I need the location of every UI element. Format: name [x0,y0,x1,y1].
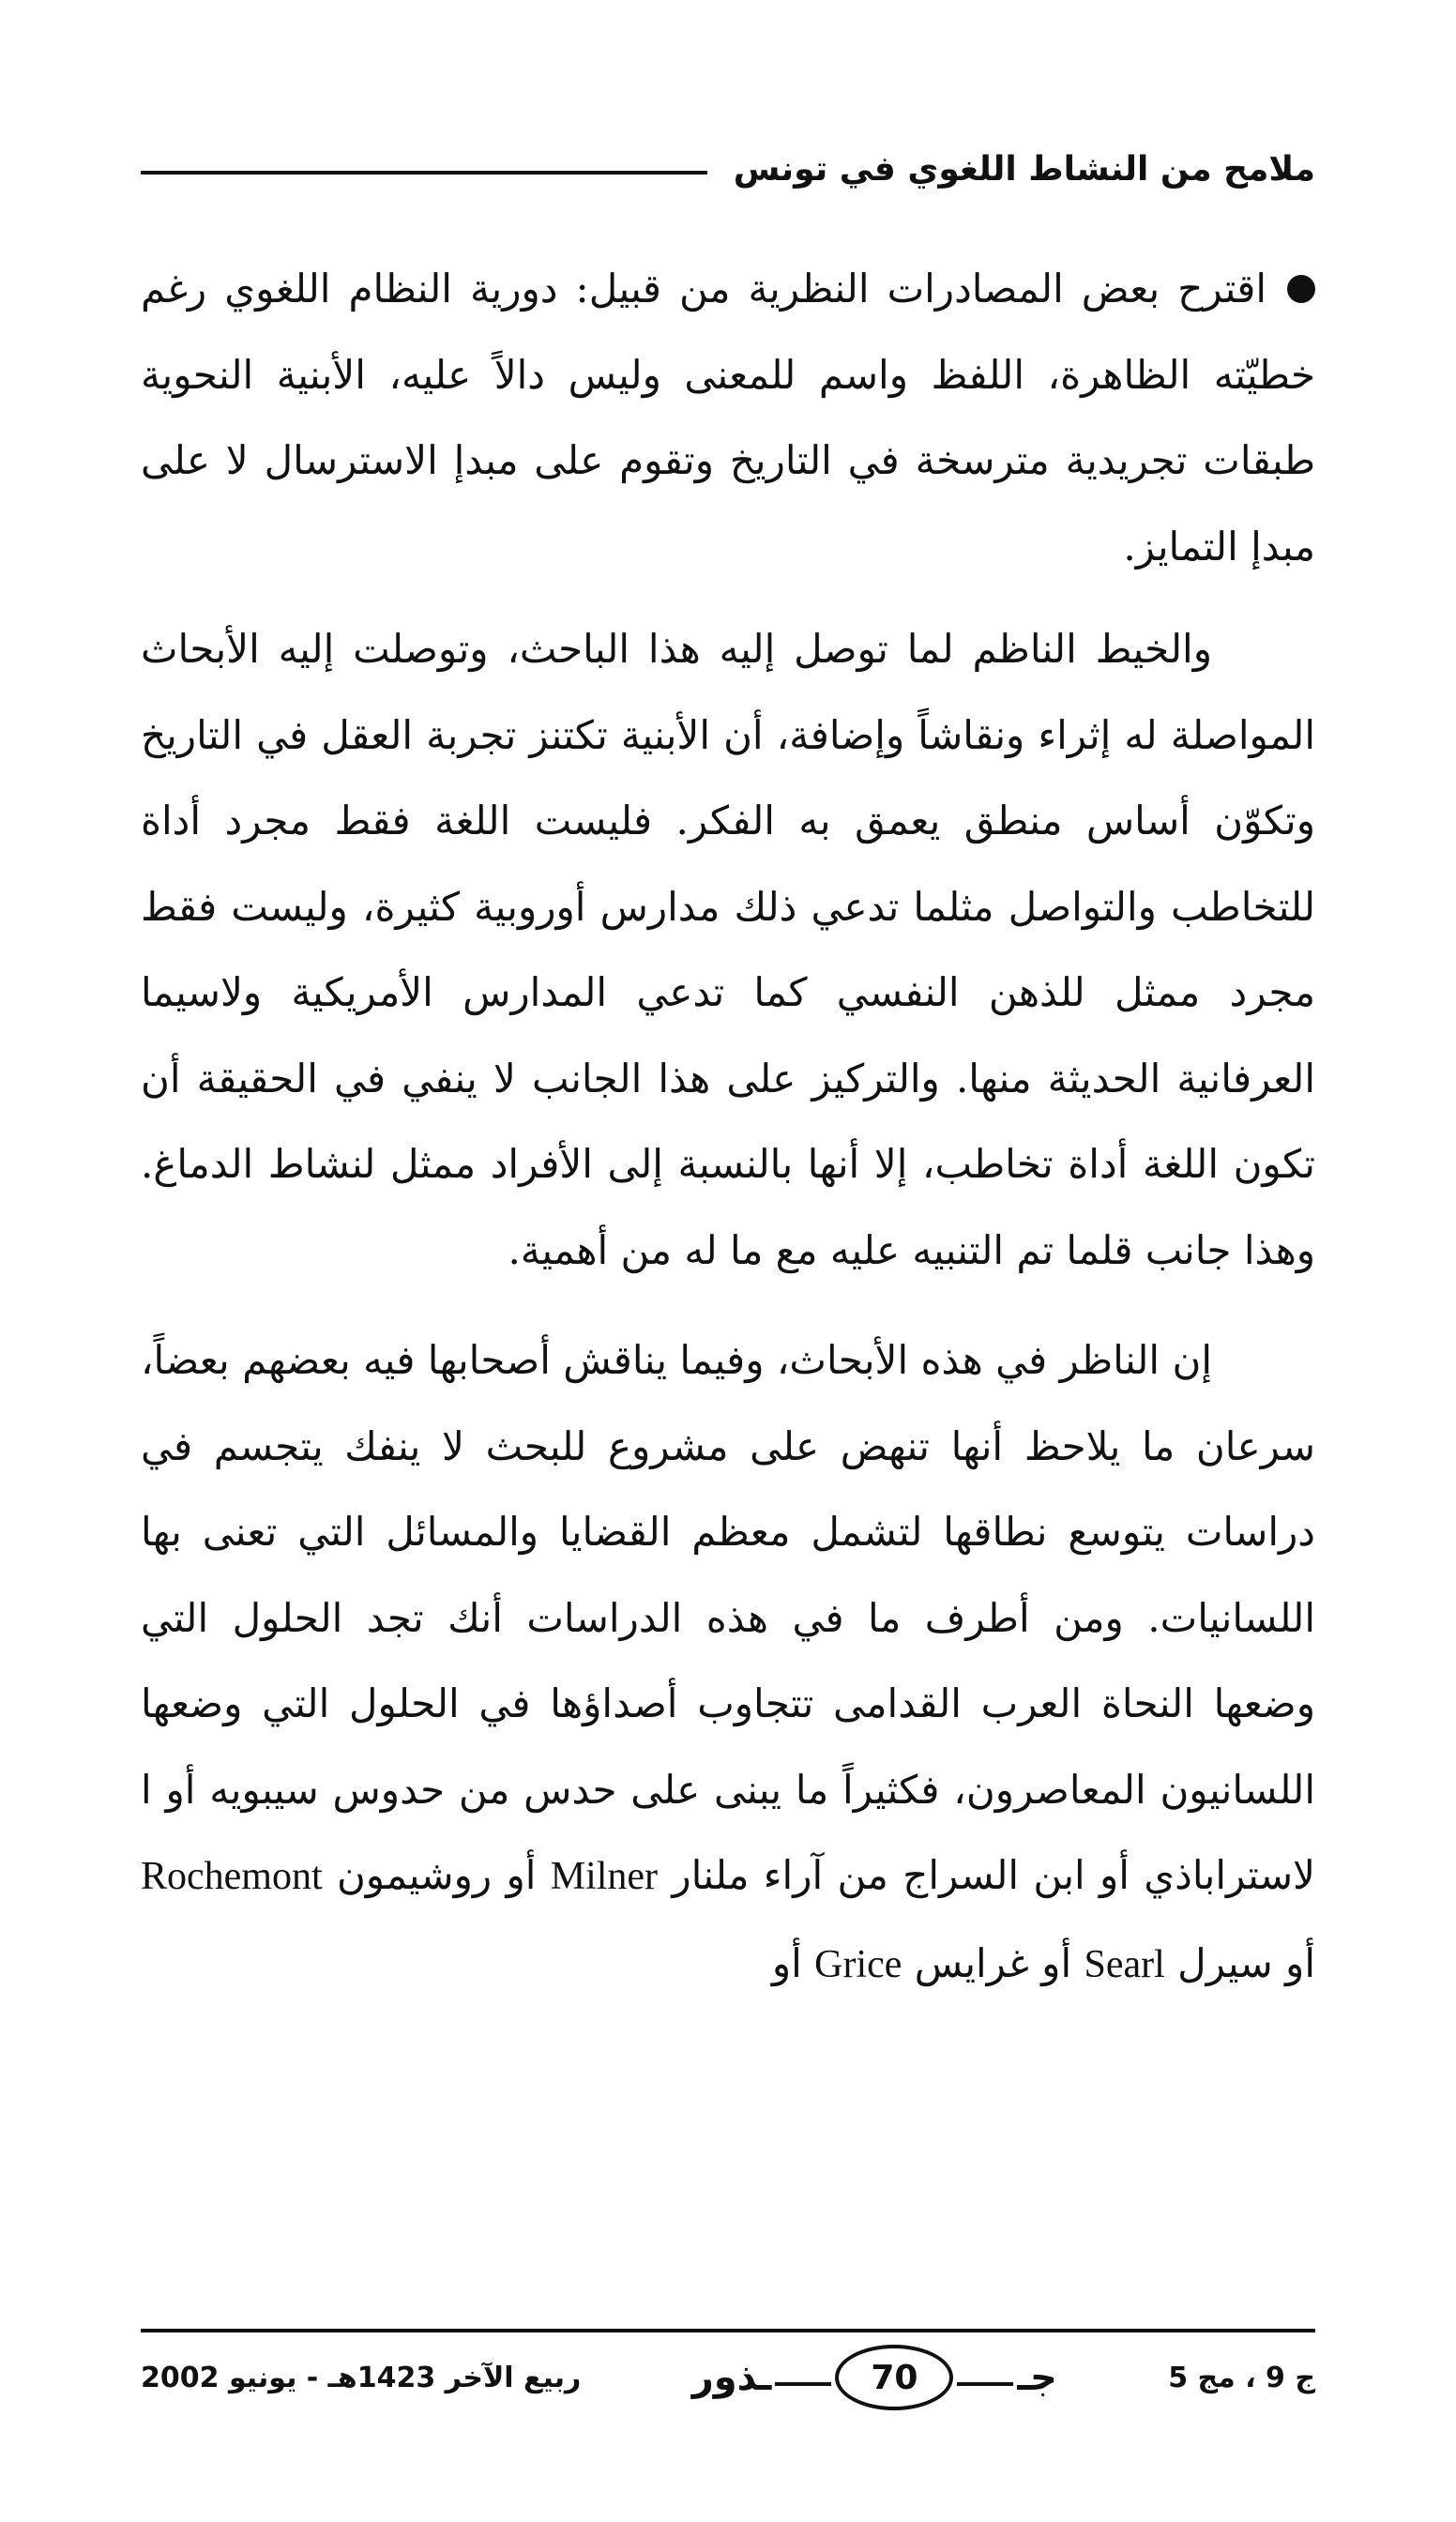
paragraph-text: أو سيرل [1177,1939,1315,1986]
journal-stroke [957,2382,1013,2386]
bullet-paragraph-text: اقترح بعض المصادرات النظرية من قبيل: دورية النظام اللغوي رغم خطيّته الظاهرة، اللفظ واسم للمعنى وليس دالاً عليه، الأبنية النحوية طبقات تجريدية مترسخة في التاريخ وتقوم على مبدإ الاسترسال لا على مبدإ التمايز. [141,266,1315,570]
bullet-icon [1287,275,1315,303]
publication-date: ربيع الآخر 1423هـ - يونيو 2002 [141,2361,582,2394]
latin-name: Rochemont [141,1855,323,1898]
footer-rule [141,2329,1315,2332]
paragraph [141,1317,1315,2008]
latin-name: Milner [550,1855,659,1898]
page-number: 70 [835,2345,953,2410]
running-header [141,141,1315,197]
journal-name [692,2345,1057,2410]
body-text [141,246,1315,2008]
journal-name-part2: ـذور [691,2356,772,2399]
latin-name: Searl [1084,1942,1165,1986]
journal-name-part1: جـ [1017,2356,1057,2399]
journal-stroke [775,2382,831,2386]
page-footer [141,2340,1315,2415]
paragraph-text: أو غرايس [914,1939,1072,1986]
running-title: ملامح من النشاط اللغوي في تونس [733,149,1315,189]
issue-number: ج 9 ، مج 5 [1168,2361,1315,2394]
paragraph-text: أو روشيمون [336,1852,537,1898]
paragraph-text: إن الناظر في هذه الأبحاث، وفيما يناقش أصحابها فيه بعضهم بعضاً، سرعان ما يلاحظ أنها تنهض على مشروع للبحث لا ينفك يتجسم في دراسات يتوسع نطاقها لتشمل معظم القضايا والمسائل التي تعنى بها اللسانيات. ومن أطرف ما في هذه الدراسات أنك تجد الحلول التي وضعها النحاة العرب القدامى تتجاوب أصداؤها في الحلول التي وضعها اللسانيون المعاصرون، فكثيراً ما يبنى على حدس من حدوس سيبويه أو ا لاستراباذي أو ابن السراج من آراء ملنار [141,1337,1315,1898]
latin-name: Grice [814,1942,902,1986]
paragraph-text: أو [771,1939,802,1986]
bullet-paragraph [141,246,1315,589]
paragraph: والخيط الناظم لما توصل إليه هذا الباحث، وتوصلت إليه الأبحاث المواصلة له إثراء ونقاشاً وإضافة، أن الأبنية تكتنز تجربة العقل في التاريخ وتكوّن أساس منطق يعمق به الفكر. فليست اللغة فقط مجرد أداة للتخاطب والتواصل مثلما تدعي ذلك مدارس أوروبية كثيرة، وليست فقط مجرد ممثل للذهن النفسي كما تدعي المدارس الأمريكية ولاسيما العرفانية الحديثة منها. والتركيز على هذا الجانب لا ينفي في الحقيقة أن تكون اللغة أداة تخاطب، إلا أنها بالنسبة إلى الأفراد ممثل لنشاط الدماغ. وهذا جانب قلما تم التنبيه عليه مع ما له من أهمية. [141,626,1315,1273]
header-rule [141,171,707,175]
